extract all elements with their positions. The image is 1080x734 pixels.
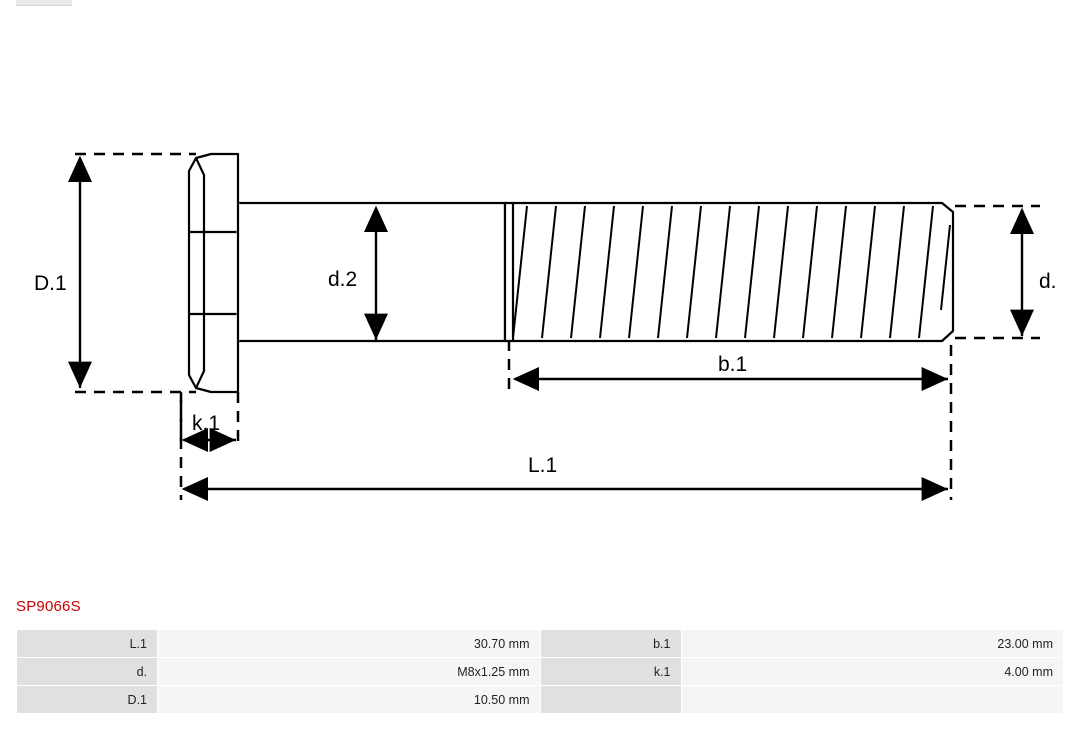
dimension-label-L1: L.1 [528, 454, 558, 477]
table-row [17, 630, 1064, 658]
spec-value-k1: 4.00 mm [681, 658, 1064, 686]
spec-value-d: M8x1.25 mm [158, 658, 541, 686]
spec-value-d1: 10.50 mm [158, 686, 541, 714]
spec-value-l1: 30.70 mm [158, 630, 541, 658]
table-row [17, 686, 1064, 714]
dimension-label-k1: k.1 [192, 412, 221, 435]
spec-label-k1: k.1 [540, 658, 681, 686]
dimension-label-d: d. [1039, 270, 1057, 293]
spec-value-empty [681, 686, 1064, 714]
spec-label-empty [540, 686, 681, 714]
spec-label-d: d. [17, 658, 158, 686]
spec-value-b1: 23.00 mm [681, 630, 1064, 658]
spec-label-d1: D.1 [17, 686, 158, 714]
dimension-label-b1: b.1 [718, 353, 748, 376]
table-row [17, 658, 1064, 686]
specifications-table [16, 629, 1064, 714]
spec-label-b1: b.1 [540, 630, 681, 658]
dimension-label-D1: D.1 [34, 272, 67, 295]
part-code: SP9066S [16, 598, 81, 615]
dimension-label-d2: d.2 [328, 268, 358, 291]
spec-label-l1: L.1 [17, 630, 158, 658]
